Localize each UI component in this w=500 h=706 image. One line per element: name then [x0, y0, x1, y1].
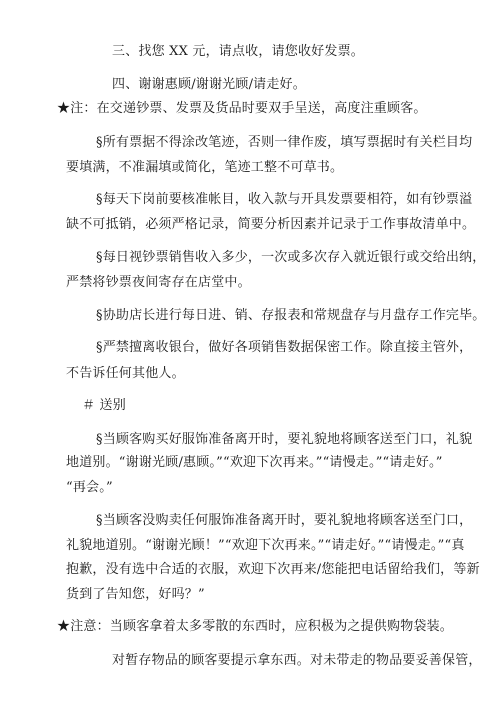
note-line: ★注意：当顾客拿着太多零散的东西时，应积极为之提供购物袋装。: [57, 619, 454, 634]
text-line: §当顾客购买好服饰准备离开时，要礼貌地将顾客送至门口，礼貌: [96, 432, 473, 447]
text-line: §所有票据不得涂改笔迹，否则一律作废，填写票据时有关栏目均: [96, 135, 473, 150]
text-line: 礼貌地道别。“谢谢光顾！”“欢迎下次再来。”“请走好。”“请慢走。”“真: [66, 538, 465, 553]
text-line: §严禁擅离收银台，做好各项销售数据保密工作。除直接主管外，: [96, 340, 473, 355]
text-line: “再会。”: [66, 480, 113, 495]
text-line: 抱歉，没有选中合适的衣服，欢迎下次再来/您能把电话留给我们，等新: [66, 562, 480, 577]
text-line: 要填满，不准漏填或简化，笔迹工整不可草书。: [66, 160, 344, 175]
text-line: §协助店长进行每日进、销、存报表和常规盘存与月盘存工作完毕。: [96, 308, 486, 323]
text-line: 对暂存物品的顾客要提示拿东西。对未带走的物品要妥善保管，: [112, 653, 482, 668]
note-line: ★注：在交递钞票、发票及货品时要双手呈送，高度注重顾客。: [57, 101, 427, 116]
text-line: 不告诉任何其他人。: [66, 366, 185, 381]
text-line: §当顾客没购卖任何服饰准备离开时，要礼貌地将顾客送至门口，: [96, 513, 473, 528]
text-line: 严禁将钞票夜间寄存在店堂中。: [66, 275, 251, 290]
section-heading: ＃ 送别: [82, 398, 126, 413]
text-line: 四、谢谢惠顾/谢谢光顾/请走好。: [112, 77, 306, 92]
text-line: §每天下岗前要核准帐目，收入款与开具发票要相符，如有钞票溢: [96, 192, 473, 207]
text-line: 缺不可抵销，必须严格记录，简要分析因素并记录于工作事故清单中。: [66, 217, 476, 232]
text-line: §每日视钞票销售收入多少，一次或多次存入就近银行或交给出纳，: [96, 250, 486, 265]
text-line: 货到了告知您，好吗？”: [66, 587, 205, 602]
text-line: 三、找您 XX 元，请点收，请您收好发票。: [112, 44, 364, 59]
text-line: 地道别。“谢谢光顾/惠顾。”“欢迎下次再来。”“请慢走。”“请走好。”: [66, 455, 443, 470]
